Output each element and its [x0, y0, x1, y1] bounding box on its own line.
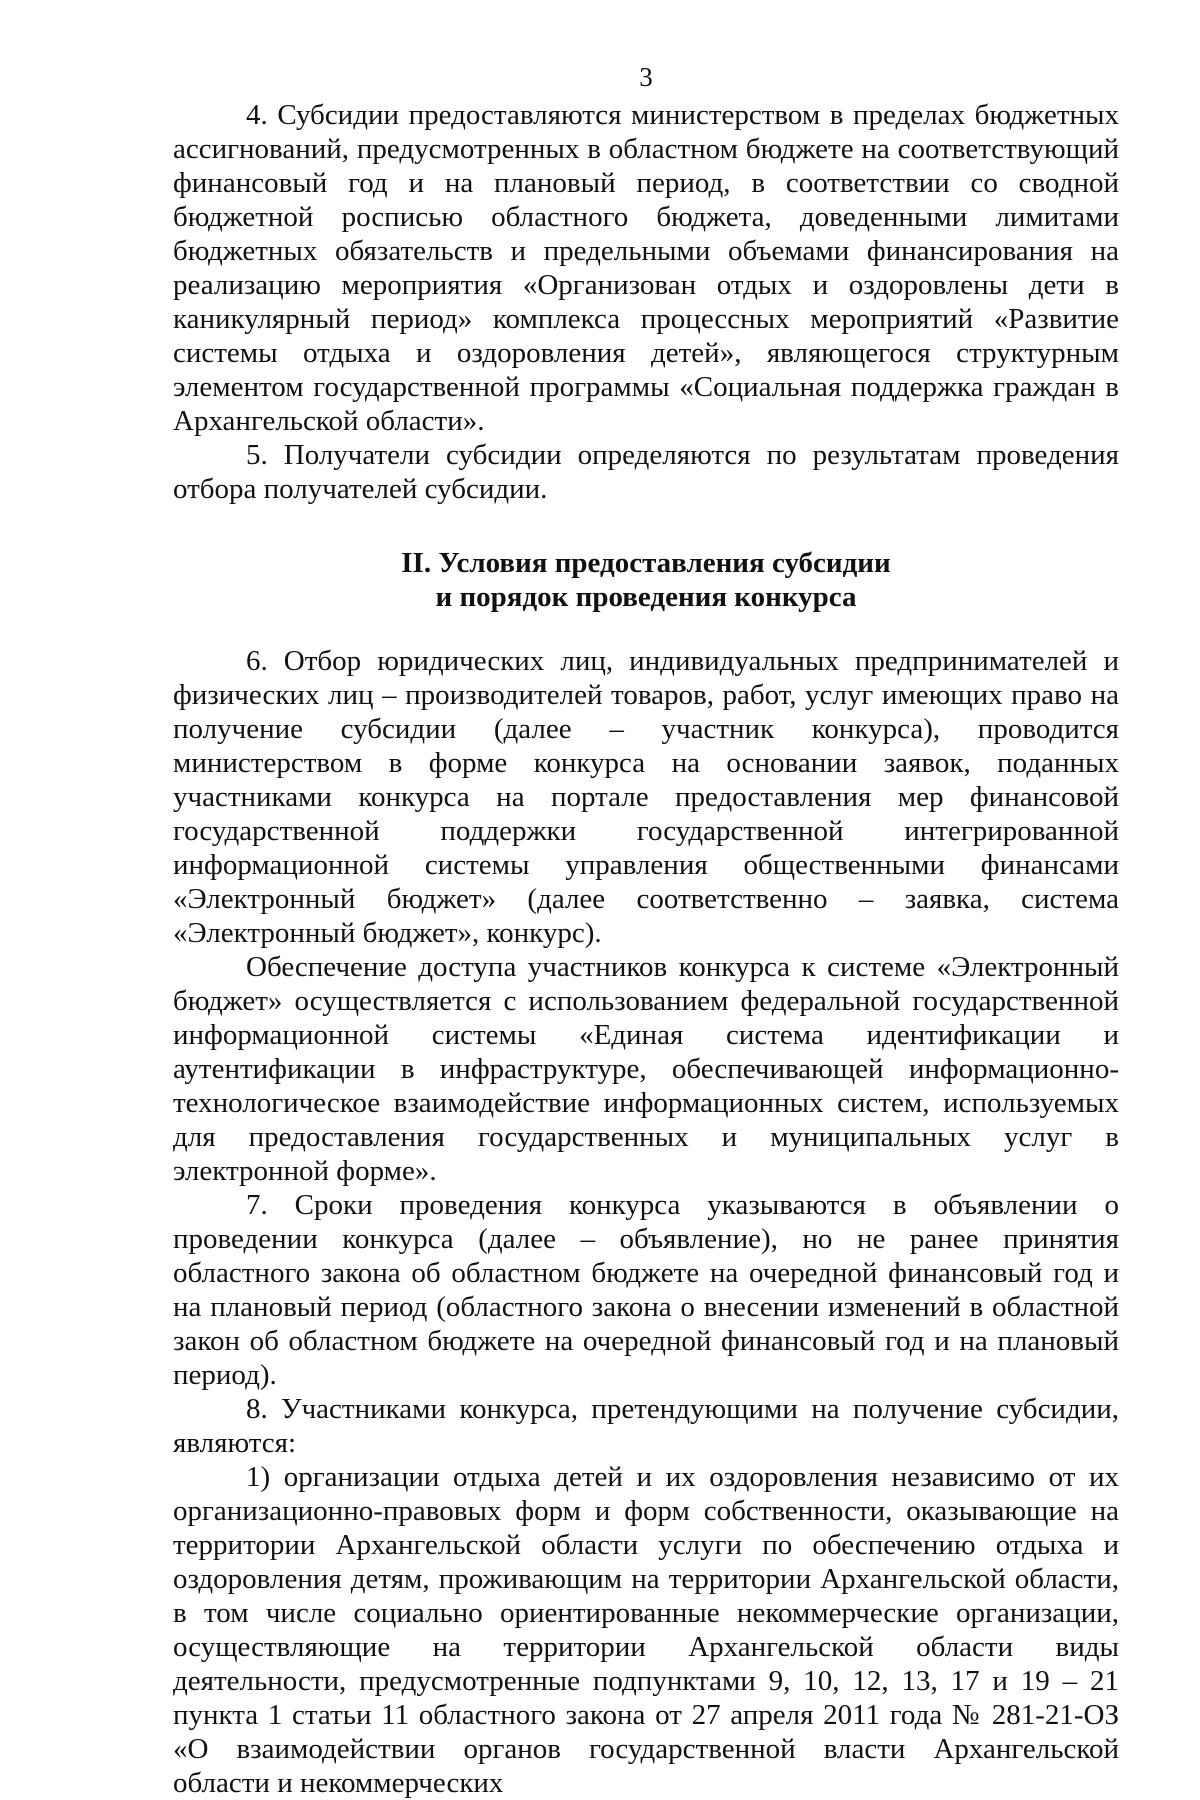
document-page [173, 62, 1119, 1800]
paragraph-5: 5. Получатели субсидии определяются по результатам проведения отбора получателей субсидии. [173, 439, 1119, 505]
section-heading [173, 546, 1119, 614]
paragraph-access: Обеспечение доступа участников конкурса к системе «Электронный бюджет» осуществляется с использованием федеральной государственной информационной системы «Единая система идентификации и аутентификации в инфраструктуре, обеспечивающей информационно-технологическое взаимодействие информационных систем, используемых для предоставления государственных и муниципальных услуг в электронной форме». [173, 951, 1119, 1187]
paragraph-7: 7. Сроки проведения конкурса указываются в объявлении о проведении конкурса (далее – объявление), но не ранее принятия областного закона об областном бюджете на очередной финансовый год и на плановый период (областного закона о внесении изменений в областной закон об областном бюджете на очередной финансовый год и на плановый период). [173, 1189, 1119, 1391]
section-heading-line-2: и порядок проведения конкурса [435, 581, 857, 613]
page-number: 3 [639, 62, 653, 92]
paragraph-4: 4. Субсидии предоставляются министерством в пределах бюджетных ассигнований, предусмотренных в областном бюджете на соответствующий финансовый год и на плановый период, в соответствии со сводной бюджетной росписью областного бюджета, доведенными лимитами бюджетных обязательств и предельными объемами финансирования на реализацию мероприятия «Организован отдых и оздоровлены дети в каникулярный период» комплекса процессных мероприятий «Развитие системы отдыха и оздоровления детей», являющегося структурным элементом государственной программы «Социальная поддержка граждан в Архангельской области». [173, 99, 1119, 437]
section-heading-line-1: II. Условия предоставления субсидии [401, 547, 891, 579]
paragraph-8: 8. Участниками конкурса, претендующими на получение субсидии, являются: [173, 1393, 1119, 1459]
paragraph-8-item-1: 1) организации отдыха детей и их оздоровления независимо от их организационно-правовых форм и форм собственности, оказывающие на территории Архангельской области услуги по обеспечению отдыха и оздоровления детям, проживающим на территории Архангельской области, в том числе социально ориентированные некоммерческие организации, осуществляющие на территории Архангельской области виды деятельности, предусмотренные подпунктами 9, 10, 12, 13, 17 и 19 – 21 пункта 1 статьи 11 областного закона от 27 апреля 2011 года № 281-21-ОЗ «О взаимодействии органов государственной власти Архангельской области и некоммерческих [173, 1461, 1119, 1799]
paragraph-6: 6. Отбор юридических лиц, индивидуальных предпринимателей и физических лиц – производителей товаров, работ, услуг имеющих право на получение субсидии (далее – участник конкурса), проводится министерством в форме конкурса на основании заявок, поданных участниками конкурса на портале предоставления мер финансовой государственной поддержки государственной интегрированной информационной системы управления общественными финансами «Электронный бюджет» (далее соответственно – заявка, система «Электронный бюджет», конкурс). [173, 645, 1119, 949]
